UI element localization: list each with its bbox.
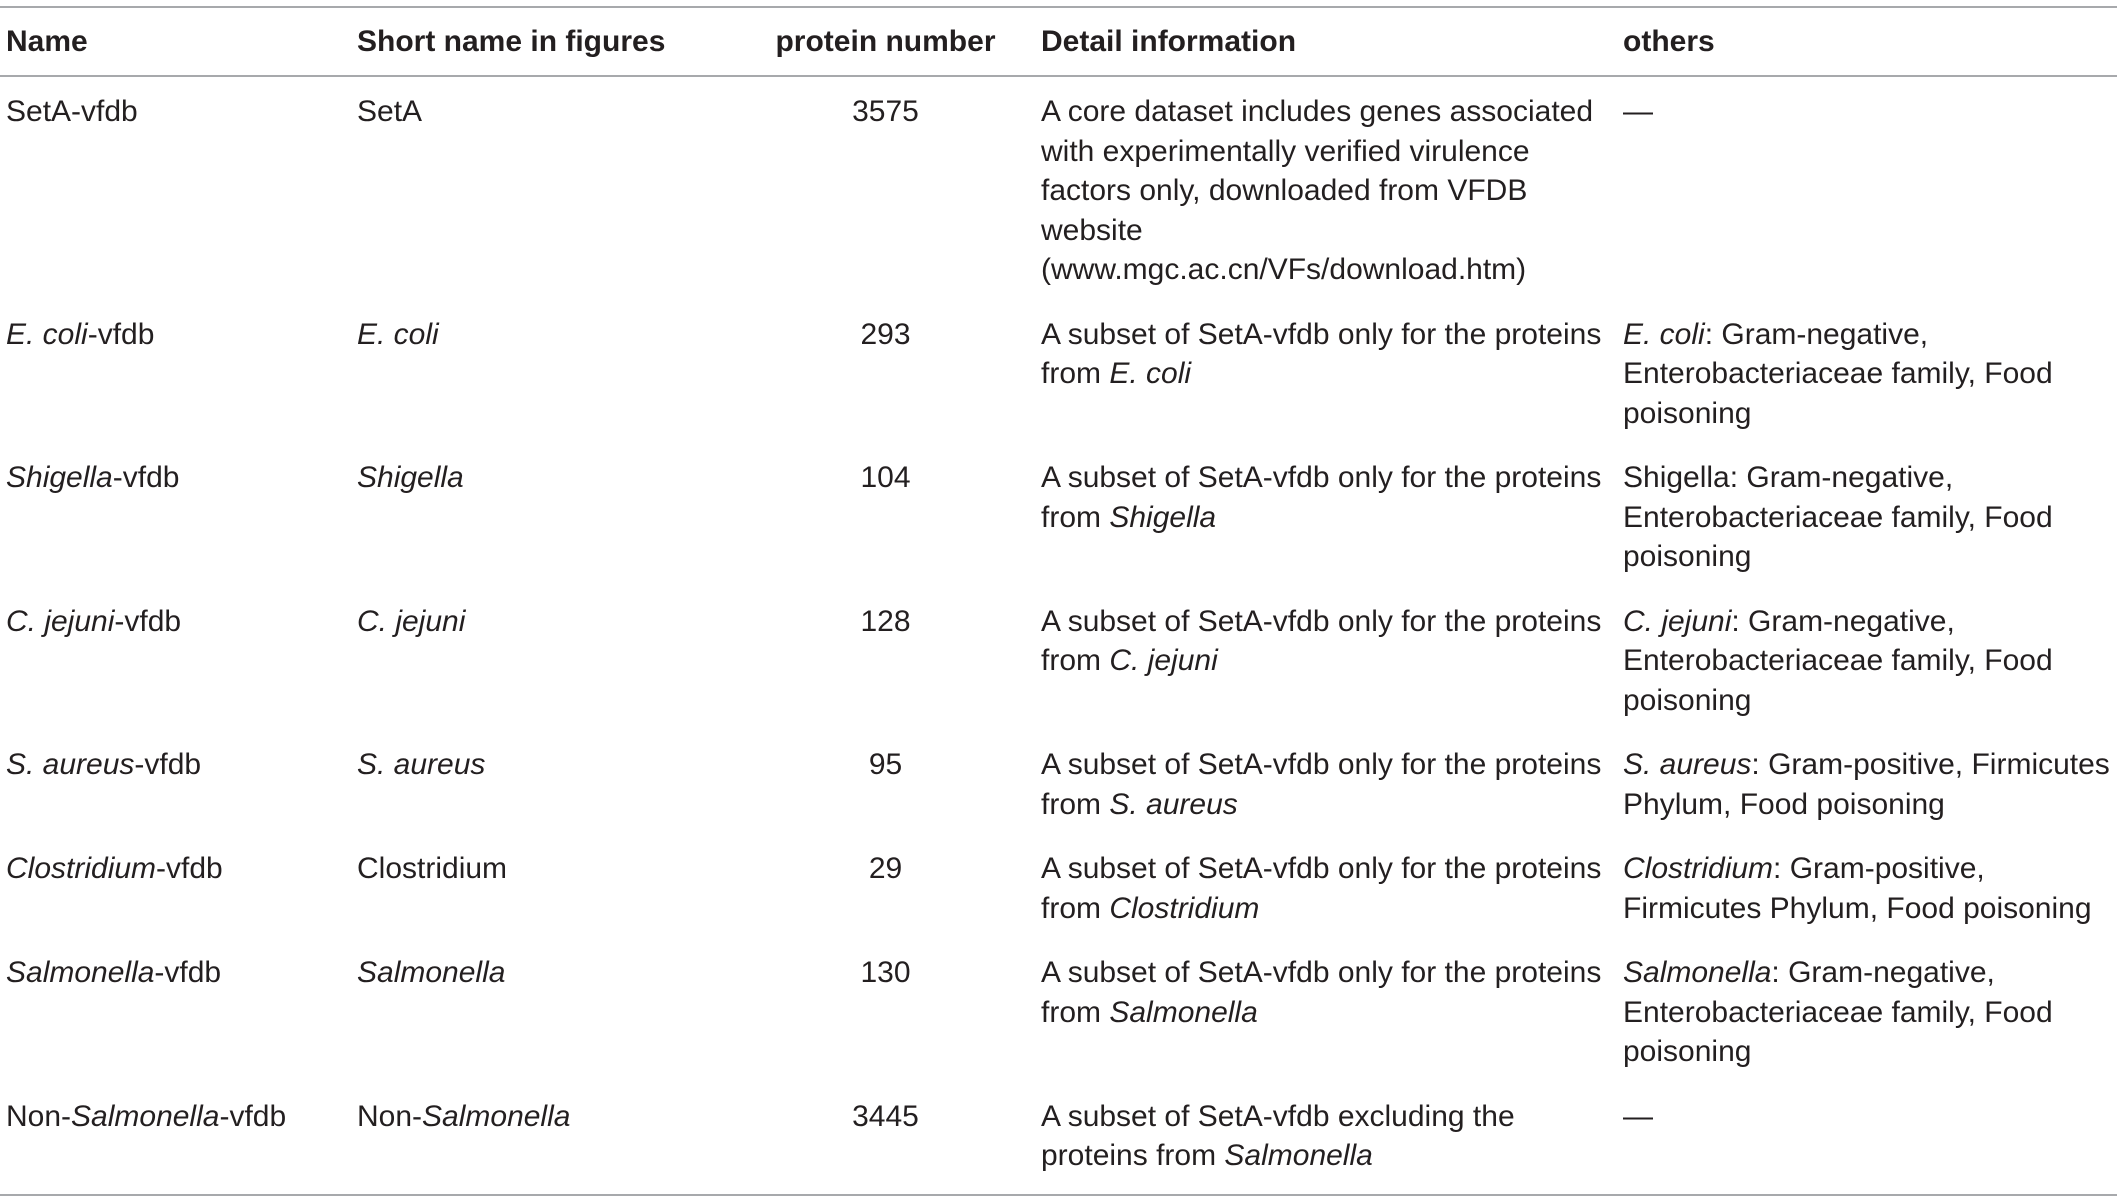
text-segment: S. aureus xyxy=(1623,748,1752,781)
text-segment: : Gram-positive, Firmicutes Phylum, Food poisoning xyxy=(1623,748,2110,821)
text-segment: Salmonella xyxy=(1109,995,1258,1029)
text-segment: S. aureus xyxy=(357,748,486,781)
cell-others xyxy=(1617,1082,2117,1195)
text-segment: C. jejuni xyxy=(1623,604,1732,638)
text-segment: A core dataset includes genes associated with experimentally verified virulence factors only, downloaded from VFDB website (www.mgc.ac.cn/VFs/download.htm) xyxy=(1041,95,1594,286)
text-segment: Shigella: Gram-negative, Enterobacteriaceae family, Food poisoning xyxy=(1623,461,2053,573)
text-segment: : Gram-positive, Firmicutes Phylum, Food poisoning xyxy=(1623,852,2092,925)
cell-name xyxy=(0,76,351,300)
table-row xyxy=(0,730,2117,834)
text-segment: Non- xyxy=(357,1099,423,1133)
text-segment: Clostridium xyxy=(1109,891,1260,925)
header-protein-number: protein number xyxy=(775,24,996,58)
text-segment: -vfdb xyxy=(114,604,182,638)
cell-detail-information xyxy=(1035,300,1617,444)
table-row xyxy=(0,76,2117,300)
text-segment: A subset of SetA-vfdb only for the proteins from xyxy=(1041,748,1602,821)
cell-protein-number: 130 xyxy=(860,956,911,989)
cell-name xyxy=(0,938,351,1082)
text-segment: Salmonella xyxy=(71,1099,220,1133)
text-segment: C. jejuni xyxy=(1109,644,1218,677)
cell-protein-number: 293 xyxy=(860,317,911,351)
header-others: others xyxy=(1623,24,1715,58)
text-segment: Salmonella xyxy=(6,956,155,989)
text-segment: A subset of SetA-vfdb only for the proteins from xyxy=(1041,956,1602,1029)
text-segment: Salmonella xyxy=(357,956,506,989)
cell-others xyxy=(1617,76,2117,300)
text-segment: Salmonella xyxy=(422,1099,571,1133)
cell-others xyxy=(1617,730,2117,834)
text-segment: A subset of SetA-vfdb only for the proteins from xyxy=(1041,461,1602,534)
cell-detail-information xyxy=(1035,730,1617,834)
cell-name xyxy=(0,1082,351,1195)
cell-short-name xyxy=(351,443,736,587)
cell-detail-information xyxy=(1035,443,1617,587)
text-segment: -vfdb xyxy=(87,317,155,351)
table-row xyxy=(0,300,2117,444)
text-segment: Shigella xyxy=(1109,500,1217,534)
cell-detail-information xyxy=(1035,76,1617,300)
text-segment: C. jejuni xyxy=(6,604,115,638)
text-segment: -vfdb xyxy=(219,1099,287,1133)
text-segment: Clostridium xyxy=(1623,852,1774,885)
text-segment: -vfdb xyxy=(112,461,180,494)
text-segment: Salmonella xyxy=(1623,956,1772,989)
text-segment: : Gram-negative, Enterobacteriaceae family, Food poisoning xyxy=(1623,604,2053,717)
cell-short-name xyxy=(351,730,736,834)
cell-others xyxy=(1617,443,2117,587)
table-row xyxy=(0,834,2117,938)
text-segment: E. coli xyxy=(357,317,439,351)
cell-short-name xyxy=(351,834,736,938)
text-segment: Clostridium xyxy=(6,852,157,885)
cell-short-name xyxy=(351,938,736,1082)
cell-others xyxy=(1617,834,2117,938)
header-row xyxy=(0,7,2117,76)
cell-others xyxy=(1617,938,2117,1082)
cell-name xyxy=(0,730,351,834)
table-row xyxy=(0,587,2117,731)
cell-name xyxy=(0,443,351,587)
cell-name xyxy=(0,300,351,444)
text-segment: : Gram-negative, Enterobacteriaceae family, Food poisoning xyxy=(1623,317,2053,430)
text-segment: C. jejuni xyxy=(357,604,466,638)
cell-short-name xyxy=(351,76,736,300)
cell-short-name xyxy=(351,1082,736,1195)
text-segment: Shigella xyxy=(6,461,113,494)
cell-protein-number: 3445 xyxy=(852,1099,919,1133)
table-body xyxy=(0,76,2117,1195)
text-segment: -vfdb xyxy=(134,748,202,781)
cell-detail-information xyxy=(1035,938,1617,1082)
cell-detail-information xyxy=(1035,1082,1617,1195)
text-segment: SetA-vfdb xyxy=(6,95,138,128)
table-row xyxy=(0,443,2117,587)
text-segment: S. aureus xyxy=(1109,787,1238,821)
text-segment: Non- xyxy=(6,1099,72,1133)
text-segment: Shigella xyxy=(357,461,464,494)
cell-detail-information xyxy=(1035,834,1617,938)
header-detail-information: Detail information xyxy=(1041,24,1297,58)
cell-protein-number: 29 xyxy=(868,852,903,885)
table-row xyxy=(0,1082,2117,1195)
text-segment: — xyxy=(1623,95,1653,128)
cell-protein-number: 128 xyxy=(860,604,911,638)
cell-protein-number: 95 xyxy=(868,748,903,781)
text-segment: SetA xyxy=(357,95,423,128)
text-segment: A subset of SetA-vfdb only for the proteins from xyxy=(1041,852,1602,925)
table-header xyxy=(0,7,2117,76)
table-row xyxy=(0,938,2117,1082)
text-segment: — xyxy=(1623,1099,1653,1133)
cell-protein-number: 3575 xyxy=(852,95,919,128)
cell-detail-information xyxy=(1035,587,1617,731)
text-segment: : Gram-negative, Enterobacteriaceae family, Food poisoning xyxy=(1623,956,2053,1068)
text-segment: E. coli xyxy=(1623,317,1705,351)
cell-name xyxy=(0,587,351,731)
cell-protein-number: 104 xyxy=(860,461,911,494)
text-segment: A subset of SetA-vfdb excluding the proteins from xyxy=(1041,1099,1515,1172)
text-segment: -vfdb xyxy=(156,852,223,885)
cell-short-name xyxy=(351,587,736,731)
text-segment: E. coli xyxy=(1109,357,1192,390)
text-segment: Clostridium xyxy=(357,852,508,885)
text-segment: E. coli xyxy=(6,317,88,351)
text-segment: S. aureus xyxy=(6,748,135,781)
cell-others xyxy=(1617,300,2117,444)
header-short-name: Short name in figures xyxy=(357,24,666,58)
text-segment: A subset of SetA-vfdb only for the proteins from xyxy=(1041,317,1602,390)
text-segment: -vfdb xyxy=(154,956,222,989)
header-name: Name xyxy=(6,24,88,58)
cell-short-name xyxy=(351,300,736,444)
data-table xyxy=(0,6,2117,1196)
cell-others xyxy=(1617,587,2117,731)
text-segment: Salmonella xyxy=(1224,1139,1373,1172)
cell-name xyxy=(0,834,351,938)
text-segment: A subset of SetA-vfdb only for the proteins from xyxy=(1041,604,1602,677)
